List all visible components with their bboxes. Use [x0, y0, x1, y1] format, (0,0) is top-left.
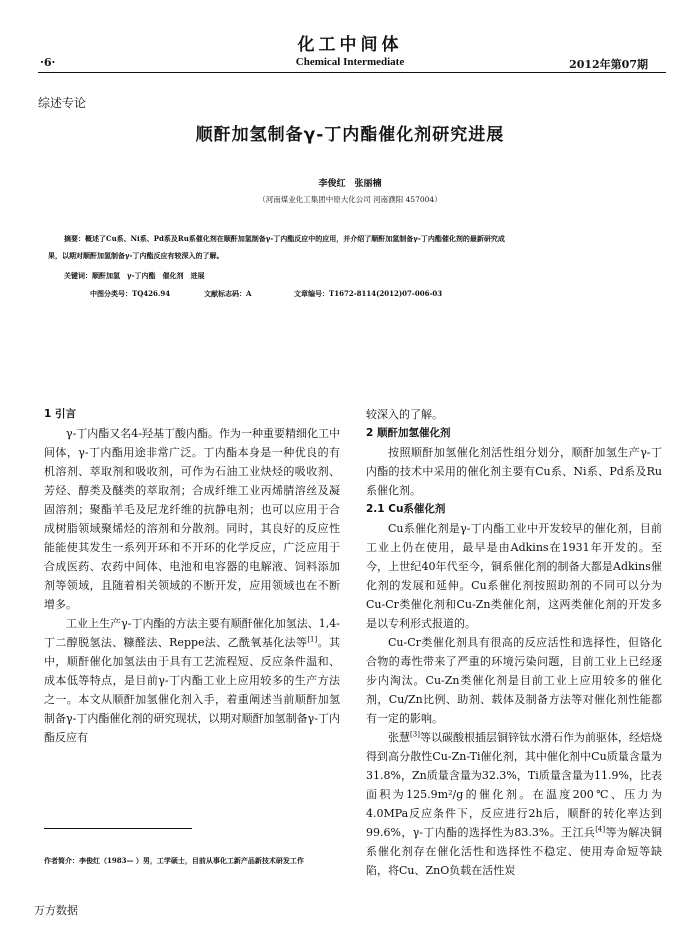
- subsection-heading-cu: 2.1 Cu系催化剂: [366, 503, 446, 515]
- watermark: 万方数据: [34, 904, 78, 917]
- citation: [4]: [595, 825, 606, 834]
- document-code: 文献标志码：A: [204, 289, 252, 298]
- column-name: 综述专论: [38, 96, 87, 110]
- paragraph-text: 等以碳酸根插层铜锌钛水滑石作为前驱体，经焙烧得到高分散性Cu-Zn-Ti催化剂，其中催化剂中Cu质量含量为31.8%，Zn质量含量为32.3%，Ti质量含量为11.9%，比表面积为125.9m²/g的催化剂。在温度200℃、压力为4.0MPa反应条件下，反应进行2h后，顺酐的转化率达到99.6%，γ-丁内酯的选择性为83.3%。王江兵: [366, 731, 663, 839]
- page-number: ·6·: [40, 56, 56, 69]
- journal-title: 化工中间体: [297, 35, 403, 55]
- paragraph: Cu-Cr类催化剂具有很高的反应活性和选择性，但铬化合物的毒性带来了严重的环境污染问题，目前工业上已经逐步内淘汰。Cu-Zn类催化剂是目前工业上应用较多的催化剂，Cu/Zn比例、助剂、载体及制备方法等对催化剂性能都有一定的影响。: [366, 636, 662, 725]
- keywords: 关键词：顺酐加氢 γ-丁内酯 催化剂 进展: [64, 271, 205, 280]
- article-number: 文章编号：T1672-8114(2012)07-006-03: [294, 289, 443, 298]
- paragraph: Cu系催化剂是γ-丁内酯工业中开发较早的催化剂，目前工业上仍在使用，最早是由Adkins在1931年开发的。至今，上世纪40年代至今，铜系催化剂的制备大都是Adkins催化剂的发展和延伸。Cu系催化剂按照助剂的不同可以分为Cu-Cr类催化剂和Cu-Zn类催化剂，这两类催化剂的开发多是以专利形式报道的。: [366, 522, 662, 630]
- issue-label: 2012年第07期: [569, 58, 648, 71]
- paragraph-text: 。其中，顺酐催化加氢法由于具有工艺流程短、反应条件温和、成本低等特点，是目前γ-丁内酯工业上应用较多的生产方法之一。本文从顺酐加氢催化剂入手，着重阐述当前顺酐加氢制备γ-丁内酯催化剂的研究现状，以期对顺酐加氢制备γ-丁内酯反应有: [44, 636, 341, 744]
- right-column: [366, 405, 662, 880]
- left-column: [44, 405, 340, 747]
- paragraph-text: 等为解决铜系催化剂存在催化活性和选择性不稳定、使用寿命短等缺陷，将Cu、ZnO负载在活性炭: [366, 826, 663, 877]
- citation: [3]: [410, 730, 420, 739]
- paragraph-continuation: 较深入的了解。: [366, 408, 443, 421]
- paragraph-text: 张慧: [388, 731, 411, 744]
- paragraph: [44, 614, 340, 747]
- section-heading-catalysts: 2 顺酐加氢催化剂: [366, 427, 451, 439]
- citation: [1]: [307, 635, 318, 644]
- section-heading-intro: 1 引言: [44, 408, 76, 420]
- journal-title-en: Chemical Intermediate: [295, 56, 405, 68]
- footnote-rule: [44, 828, 192, 829]
- abstract-line-1: 摘要：概述了Cu系、Ni系、Pd系及Ru系催化剂在顺酐加氢制备γ-丁内酯反应中的应用，并介绍了顺酐加氢制备γ-丁内酯催化剂的最新研究成: [64, 234, 505, 243]
- abstract-line-2: 果，以期对顺酐加氢制备γ-丁内酯反应有较深入的了解。: [48, 251, 224, 260]
- paragraph: [366, 728, 662, 880]
- paragraph: γ-丁内酯又名4-羟基丁酸内酯。作为一种重要精细化工中间体，γ-丁内酯用途非常广泛。丁内酯本身是一种优良的有机溶剂、萃取剂和吸收剂，可作为石油工业炔烃的吸收剂、芳烃、醇类及醚类的萃取剂；合成纤维工业丙烯腈溶丝及凝固溶剂；聚酯羊毛及尼龙纤维的抗静电剂；也可以应用于合成树脂领域聚烯烃的溶剂和分散剂。同时，其良好的反应性能能使其发生一系列开环和不开环的化学反应，广泛应用于合成医药、农药中间体、电池和电容器的电解液、饲料添加剂等领域，且随着相关领域的不断开发，应用领域也在不断增多。: [44, 427, 341, 611]
- article-title: 顺酐加氢制备γ-丁内酯催化剂研究进展: [195, 125, 505, 145]
- author-footnote: 作者简介：李俊红（1983— ）男，工学硕士，目前从事化工新产品新技术研发工作: [44, 856, 304, 865]
- clc-number: 中图分类号：TQ426.94: [90, 289, 171, 298]
- paragraph: 按照顺酐加氢催化剂活性组分划分，顺酐加氢生产γ-丁内酯的技术中采用的催化剂主要有Cu系、Ni系、Pd系及Ru系催化剂。: [366, 446, 662, 497]
- paragraph-text: 工业上生产γ-丁内酯的方法主要有顺酐催化加氢法、1,4-丁二醇脱氢法、糠醛法、Reppe法、乙酰氧基化法等: [44, 617, 340, 649]
- authors: 李俊红 张丽楠: [318, 179, 382, 189]
- affiliation: （河南煤业化工集团中原大化公司 河南濮阳 457004）: [258, 195, 442, 204]
- header-rule: [38, 72, 666, 73]
